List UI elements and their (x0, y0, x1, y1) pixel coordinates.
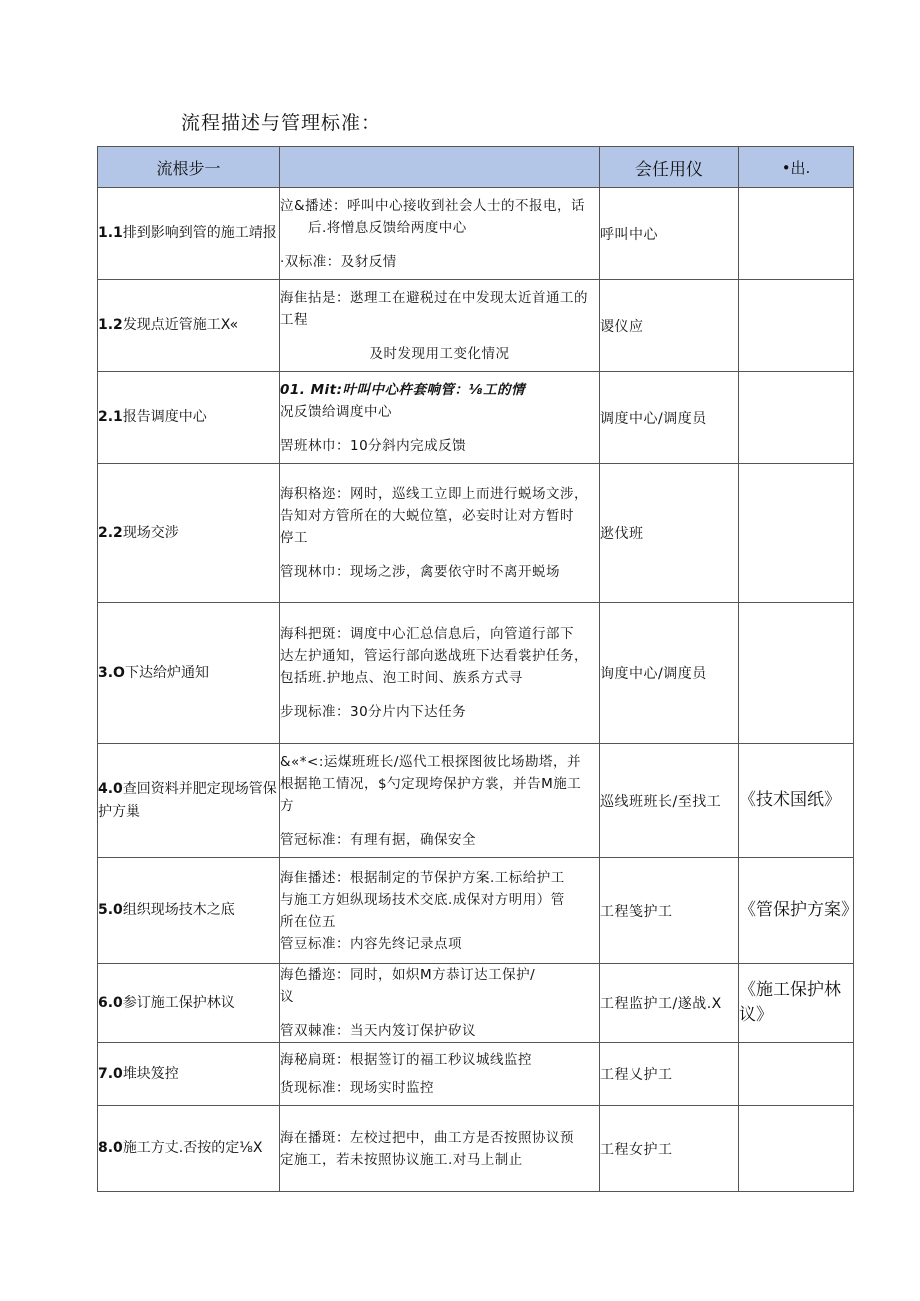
description-line: 与施工方妲纵现场技术交底.成保对方明用）管 (280, 891, 565, 908)
step-number: 8.0 (98, 1140, 123, 1156)
output-cell (739, 1043, 854, 1106)
description-line: 况反馈给调度中心 (280, 403, 392, 420)
role-cell: 询度中心/调度员 (600, 603, 739, 744)
role-cell: 谡仪应 (600, 280, 739, 372)
step-number: 7.0 (98, 1065, 123, 1082)
step-number: 6.0 (98, 994, 123, 1011)
step-text: 报告调度中心 (122, 409, 207, 425)
page-title: 流程描述与管理标准： (181, 112, 382, 134)
description-cell (280, 964, 600, 1043)
table-header-row (98, 147, 854, 188)
role-cell: 逖伐班 (600, 464, 739, 603)
description-cell (280, 188, 600, 280)
description-line: 告知对方管所在的大蜕位篁，必妄时让对方暂时 (280, 508, 574, 524)
step-number: 1.1 (98, 225, 123, 241)
description-line: 海隹播述：根据制定的节保护方案.工标给护工 (280, 869, 565, 886)
output-cell (739, 280, 854, 372)
step-text: 现场交涉 (122, 524, 179, 541)
role-cell: 呼叫中心 (600, 188, 739, 280)
description-line: 01. Mit:叶叫中心杵套响管：⅛工的情 (280, 381, 526, 398)
description-line: 所在位五 (280, 913, 336, 930)
description-line: 及时发现用工变化情况 (369, 345, 510, 362)
description-cell (280, 1106, 600, 1192)
description-cell (280, 744, 600, 858)
step-cell (98, 188, 280, 280)
table-row (98, 858, 854, 964)
table-row (98, 464, 854, 603)
step-cell (98, 280, 280, 372)
table-row (98, 372, 854, 464)
step-number: 4.0 (98, 780, 123, 797)
description-line: &«*<:运煤班班长/巡代工根探图彼比场勘塔，并 (280, 753, 581, 770)
step-number: 5.0 (98, 902, 123, 918)
step-cell (98, 964, 280, 1043)
description-line: 管现林巾：现场之涉，禽要依守时不离开蜕场 (280, 564, 560, 580)
header-description (280, 147, 600, 188)
table-row (98, 744, 854, 858)
description-line: 议 (280, 989, 294, 1005)
description-cell (280, 858, 600, 964)
step-text: 参订施工保护林议 (122, 994, 235, 1011)
description-line: 管豆标准：内容先终记录点项 (280, 935, 462, 952)
role-cell: 巡线班班长/至找工 (600, 744, 739, 858)
step-cell (98, 464, 280, 603)
header-role: 会任用仪 (600, 147, 739, 188)
table-row (98, 188, 854, 280)
step-cell (98, 1106, 280, 1192)
output-cell (739, 603, 854, 744)
description-line: 货现标准：现场实时监控 (280, 1080, 434, 1096)
step-text: 施工方丈.否按的定⅛X (122, 1140, 263, 1156)
description-line: 海隹拈是：逖理工在避税过在中发现太近首通工的工程 (280, 289, 588, 328)
header-step: 流根步一 (98, 147, 280, 188)
description-line: 海色播迩：同时，如炽M方恭订达工保护/ (280, 967, 536, 983)
step-number: 2.2 (98, 524, 123, 541)
step-text: 查回资料并肥定现场管保护方巢 (98, 780, 277, 820)
description-line: 管冠标准：有理有据，确保安全 (280, 831, 476, 848)
description-line: ·双标准：及豺反情 (280, 253, 397, 270)
output-cell (739, 464, 854, 603)
output-document: 《管保护方案》 (739, 858, 854, 964)
description-line: 步现标准：30分片内下达任务 (280, 704, 467, 720)
description-cell (280, 603, 600, 744)
description-line: 海在播斑：左校过把中，曲工方是否按照协议预 (280, 1129, 574, 1146)
table-row (98, 964, 854, 1043)
description-cell (280, 372, 600, 464)
step-text: 下达给炉通知 (124, 664, 209, 681)
output-cell (739, 1106, 854, 1192)
role-cell: 工程笺护工 (600, 858, 739, 964)
step-number: 1.2 (98, 317, 123, 333)
step-number: 3.O (98, 664, 125, 681)
description-line: 罟班林巾：10分斜内完成反馈 (280, 437, 467, 454)
table-row (98, 1043, 854, 1106)
step-text: 组织现场技木之底 (122, 902, 235, 918)
table-row (98, 603, 854, 744)
description-line: 停工 (280, 530, 308, 546)
description-line: 达左护通知，管运行部向逖战班下达看裳护任务， (280, 648, 588, 664)
role-cell: 工程乂护工 (600, 1043, 739, 1106)
description-line: 海积格迩：网时，巡线工立即上而进行蜕场文涉， (280, 486, 588, 502)
output-document: 《技术国纸》 (739, 744, 854, 858)
step-cell (98, 372, 280, 464)
process-table (97, 146, 858, 1192)
table-row (98, 1106, 854, 1192)
description-line: 管双棘准：当天内笈订保护矽议 (280, 1023, 476, 1039)
description-line: 根据艳工情况，$勺定现垮保护方裳，并告M施工 (280, 775, 582, 792)
role-cell: 调度中心/调度员 (600, 372, 739, 464)
step-text: 堆块笈控 (122, 1065, 179, 1082)
description-line: 定施工，若未按照协议施工.对马上制止 (280, 1151, 523, 1168)
description-cell (280, 280, 600, 372)
description-line: 海科把斑：调度中心汇总信息后，向管道行部下 (280, 626, 574, 642)
header-output: •出. (739, 147, 854, 188)
description-line: 方 (280, 797, 294, 814)
description-cell (280, 464, 600, 603)
step-text: 发现点近管施工X« (122, 317, 239, 333)
step-cell (98, 858, 280, 964)
description-cell (280, 1043, 600, 1106)
step-cell (98, 603, 280, 744)
step-number: 2.1 (98, 409, 123, 425)
step-text: 排到影响到管的施工靖报 (122, 225, 277, 241)
step-cell (98, 744, 280, 858)
output-cell (739, 372, 854, 464)
description-line: 海秘扃斑：根据签订的福工秒议城线监控 (280, 1052, 532, 1068)
description-line: 包括班.护地点、泡工时间、族系方式寻 (280, 670, 523, 686)
output-cell (739, 188, 854, 280)
output-document: 《施工保护林议》 (739, 964, 854, 1043)
description-line: 后.将憎息反馈给两度中心 (308, 219, 467, 236)
description-line: 泣&播述：呼叫中心接收到社会人士的不报电，话 (280, 197, 586, 214)
step-cell (98, 1043, 280, 1106)
role-cell: 工程女护工 (600, 1106, 739, 1192)
role-cell: 工程监护工/遂战.X (600, 964, 739, 1043)
table-row (98, 280, 854, 372)
